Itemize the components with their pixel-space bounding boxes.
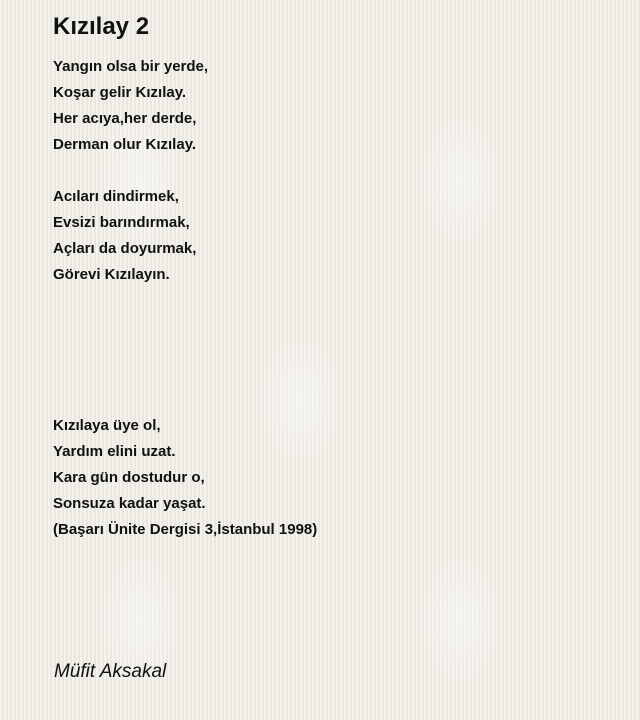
stanza-1 bbox=[53, 54, 208, 158]
poem-line: Yardım elini uzat. bbox=[53, 443, 176, 460]
poem-line: Sonsuza kadar yaşat. bbox=[53, 495, 206, 512]
poem-line: Yangın olsa bir yerde, bbox=[53, 58, 209, 75]
poem-line: Derman olur Kızılay. bbox=[53, 136, 197, 153]
poem-line: Kara gün dostudur o, bbox=[53, 469, 205, 486]
poem-line: Görevi Kızılayın. bbox=[53, 266, 170, 283]
poem-title: Kızılay 2 bbox=[53, 13, 150, 40]
poem-line: Açları da doyurmak, bbox=[53, 240, 197, 257]
stanza-3 bbox=[53, 413, 317, 543]
stanza-2 bbox=[53, 184, 196, 288]
poem-line: Koşar gelir Kızılay. bbox=[53, 84, 187, 101]
poem-line: Kızılaya üye ol, bbox=[53, 417, 161, 434]
poem-line: Her acıya,her derde, bbox=[53, 110, 197, 127]
author-name: Müfit Aksakal bbox=[54, 661, 167, 682]
poem-source: (Başarı Ünite Dergisi 3,İstanbul 1998) bbox=[53, 521, 318, 538]
poem-line: Acıları dindirmek, bbox=[53, 188, 179, 205]
poem-line: Evsizi barındırmak, bbox=[53, 214, 190, 231]
